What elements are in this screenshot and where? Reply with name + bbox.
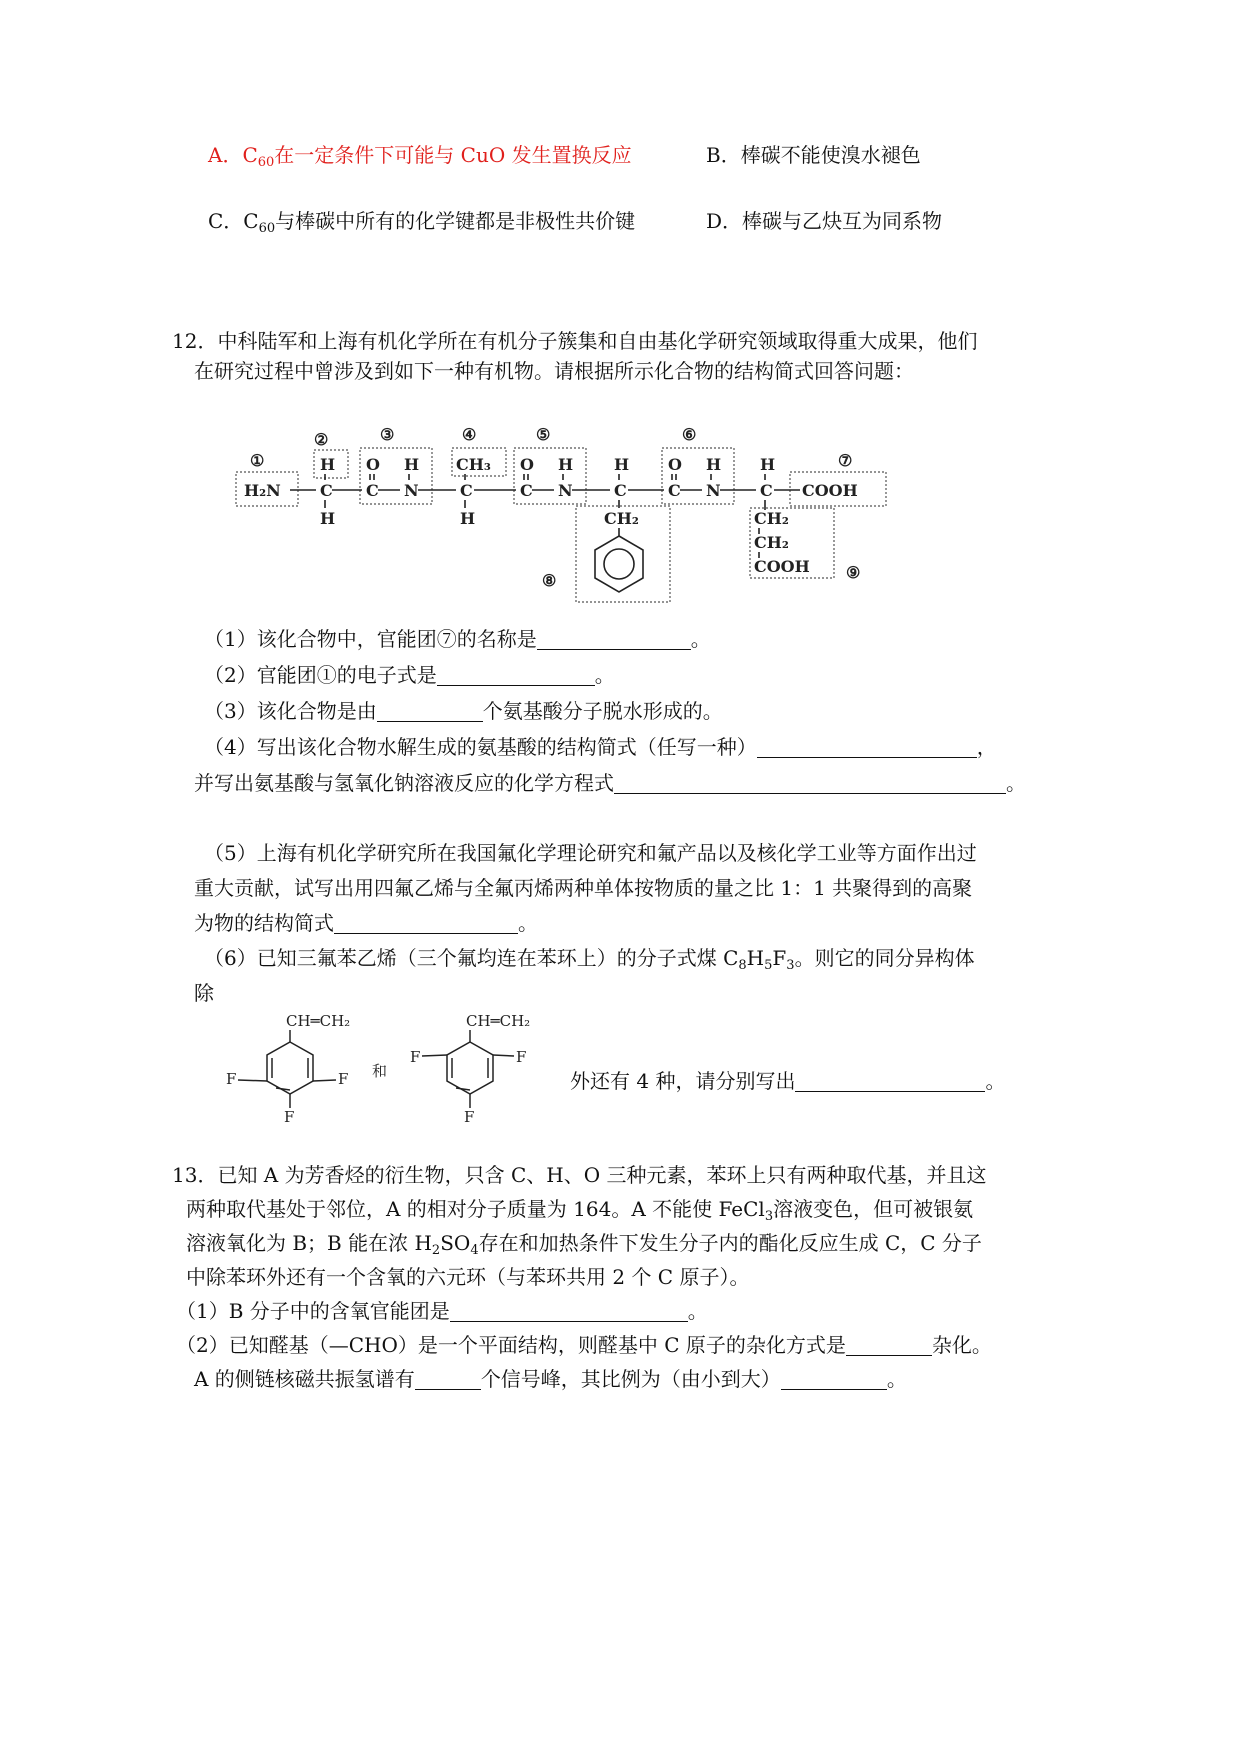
answer-blank[interactable] xyxy=(614,773,1006,794)
peptide-structure-diagram xyxy=(230,420,910,610)
q12-sub2: （2）官能团①的电子式是 。 xyxy=(204,663,615,687)
svg-text:O: O xyxy=(520,455,534,474)
answer-blank[interactable] xyxy=(537,629,691,650)
q12-sub6-line3: 外还有 4 种，请分别写出 。 xyxy=(570,1069,1006,1093)
svg-text:F: F xyxy=(284,1108,295,1126)
svg-text:C: C xyxy=(366,481,379,500)
svg-text:C: C xyxy=(520,481,533,500)
svg-text:C: C xyxy=(614,481,627,500)
svg-text:N: N xyxy=(404,481,419,500)
q11-option-a: A．$C_{60}$在一定条件下可能与 CuO 发生置换反应 xyxy=(208,143,632,170)
label-9: ⑨ xyxy=(846,563,861,582)
svg-text:COOH: COOH xyxy=(802,481,858,500)
svg-text:F: F xyxy=(410,1048,421,1066)
trifluorostyrene-structures xyxy=(220,1008,560,1128)
label-7: ⑦ xyxy=(838,451,853,470)
svg-text:O: O xyxy=(366,455,380,474)
answer-blank[interactable] xyxy=(795,1071,985,1092)
svg-text:F: F xyxy=(338,1070,349,1088)
q13-line4: 中除苯环外还有一个含氧的六元环（与苯环共用 2 个 C 原子）。 xyxy=(186,1265,750,1289)
svg-text:CH═CH₂: CH═CH₂ xyxy=(466,1012,531,1030)
answer-blank[interactable] xyxy=(846,1335,932,1356)
q12-sub6-line2: 除 xyxy=(194,981,214,1005)
svg-text:H: H xyxy=(320,509,336,528)
svg-text:F: F xyxy=(226,1070,237,1088)
answer-blank[interactable] xyxy=(334,913,518,934)
q12-sub4: （4）写出该化合物水解生成的氨基酸的结构简式（任写一种） ， xyxy=(204,735,997,759)
svg-text:C: C xyxy=(320,481,333,500)
svg-text:H: H xyxy=(460,509,476,528)
q12-sub5-line2: 重大贡献，试写出用四氟乙烯与全氟丙烯两种单体按物质的量之比 1：1 共聚得到的高聚 xyxy=(194,876,973,900)
answer-blank[interactable] xyxy=(757,737,977,758)
svg-text:F: F xyxy=(464,1108,475,1126)
answer-blank[interactable] xyxy=(781,1369,887,1390)
svg-text:F: F xyxy=(516,1048,527,1066)
svg-text:CH₃: CH₃ xyxy=(456,455,491,474)
svg-text:H: H xyxy=(320,455,336,474)
svg-text:C: C xyxy=(460,481,473,500)
svg-text:H₂N: H₂N xyxy=(244,481,281,500)
q12-intro-line1: 12．中科陆军和上海有机化学所在有机分子簇集和自由基化学研究领域取得重大成果，他们 xyxy=(172,329,978,353)
q12-sub4b: 并写出氨基酸与氢氧化钠溶液反应的化学方程式 。 xyxy=(194,771,1026,795)
answer-blank[interactable] xyxy=(415,1369,481,1390)
svg-text:CH₂: CH₂ xyxy=(754,533,789,552)
q13-line1: 13．已知 A 为芳香烃的衍生物，只含 C、H、O 三种元素，苯环上只有两种取代基，并且这 xyxy=(172,1163,987,1187)
svg-text:C: C xyxy=(760,481,773,500)
label-8: ⑧ xyxy=(542,571,557,590)
svg-text:H: H xyxy=(404,455,420,474)
svg-text:C: C xyxy=(668,481,681,500)
q13-sub1: （1）B 分子中的含氧官能团是 。 xyxy=(176,1299,708,1323)
svg-text:H: H xyxy=(558,455,574,474)
svg-text:H: H xyxy=(706,455,722,474)
q11-option-b: B．棒碳不能使溴水褪色 xyxy=(706,143,921,167)
q13-sub3: A 的侧链核磁共振氢谱有 个信号峰，其比例为（由小到大） 。 xyxy=(194,1367,907,1391)
answer-blank[interactable] xyxy=(450,1301,688,1322)
benzene-ring-icon xyxy=(595,536,643,592)
svg-text:H: H xyxy=(614,455,630,474)
q13-line2: 两种取代基处于邻位，A 的相对分子质量为 164。A 不能使 FeCl$_3$溶液变色，但可被银氨 xyxy=(186,1197,974,1224)
svg-text:CH═CH₂: CH═CH₂ xyxy=(286,1012,351,1030)
q12-intro-line2: 在研究过程中曾涉及到如下一种有机物。请根据所示化合物的结构简式回答问题： xyxy=(194,359,914,383)
q12-sub5-line3: 为物的结构简式 。 xyxy=(194,911,538,935)
q12-sub1: （1）该化合物中，官能团⑦的名称是 。 xyxy=(204,627,711,651)
label-4: ④ xyxy=(462,425,477,444)
q12-sub5-line1: （5）上海有机化学研究所在我国氟化学理论研究和氟产品以及核化学工业等方面作出过 xyxy=(204,841,977,865)
and-label: 和 xyxy=(372,1062,388,1080)
q12-sub6-line1: （6）已知三氟苯乙烯（三个氟均连在苯环上）的分子式煤 $C_8H_5F_3$。则它的同分异构体 xyxy=(204,946,975,973)
q13-line3: 溶液氧化为 B；B 能在浓 $H_2SO_4$存在和加热条件下发生分子内的酯化反应生成 C，C 分子 xyxy=(186,1231,982,1258)
answer-blank[interactable] xyxy=(437,665,595,686)
label-2: ② xyxy=(314,430,329,449)
label-1: ① xyxy=(250,451,265,470)
svg-text:H: H xyxy=(760,455,776,474)
q12-sub3: （3）该化合物是由 个氨基酸分子脱水形成的。 xyxy=(204,699,723,723)
svg-text:COOH: COOH xyxy=(754,557,810,576)
label-5: ⑤ xyxy=(536,425,551,444)
svg-text:CH₂: CH₂ xyxy=(754,509,789,528)
label-3: ③ xyxy=(380,425,395,444)
answer-blank[interactable] xyxy=(377,701,483,722)
svg-text:N: N xyxy=(706,481,721,500)
q11-option-d: D．棒碳与乙炔互为同系物 xyxy=(706,209,943,233)
label-6: ⑥ xyxy=(682,425,697,444)
svg-text:CH₂: CH₂ xyxy=(604,509,639,528)
q11-option-c: C．$C_{60}$与棒碳中所有的化学键都是非极性共价键 xyxy=(208,209,636,236)
svg-text:N: N xyxy=(558,481,573,500)
q13-sub2: （2）已知醛基（—CHO）是一个平面结构，则醛基中 C 原子的杂化方式是 杂化。 xyxy=(176,1333,992,1357)
svg-text:O: O xyxy=(668,455,682,474)
